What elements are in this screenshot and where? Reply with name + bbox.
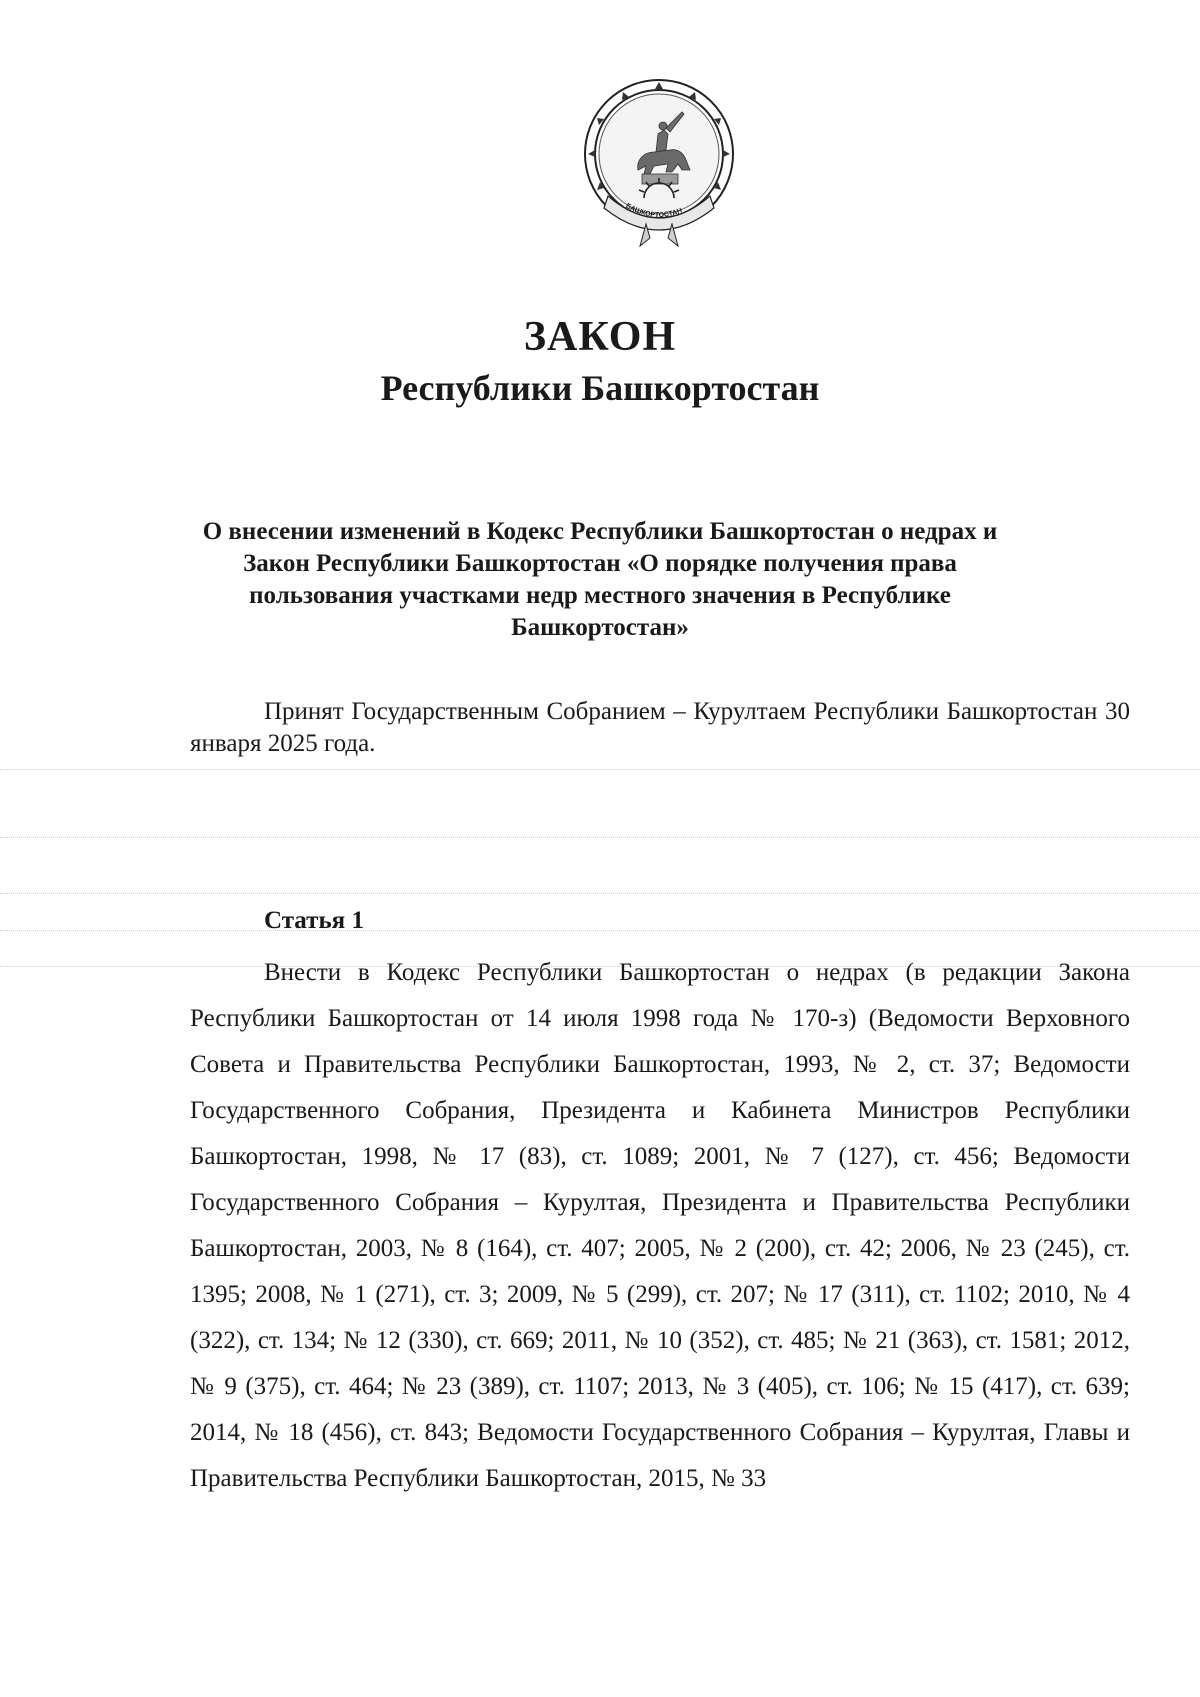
article-body: Внести в Кодекс Республики Башкортостан о недрах (в редакции Закона Республики Башкортостан от 14 июля 1998 года № 170-з) (Ведомости Верховного Совета и Правительства Республики Башкортостан, 1993, № 2, ст. 37; Ведомости Государственного Собрания, Президента и Кабинета Министров Республики Башкортостан, 1998, № 17 (83), ст. 1089; 2001, № 7 (127), ст. 456; Ведомости Государственного Собрания – Курултая, Президента и Правительства Республики Башкортостан, 2003, № 8 (164), ст. 407; 2005, № 2 (200), ст. 42; 2006, № 23 (245), ст. 1395; 2008, № 1 (271), ст. 3; 2009, № 5 (299), ст. 207; № 17 (311), ст. 1102; 2010, № 4 (322), ст. 134; № 12 (330), ст. 669; 2011, № 10 (352), ст. 485; № 21 (363), ст. 1581; 2012, № 9 (375), ст. 464; № 23 (389), ст. 1107; 2013, № 3 (405), ст. 106; № 15 (417), ст. 639; 2014, № 18 (456), ст. 843; Ведомости Государственного Собрания – Курултая, Главы и Правительства Республики Башкортостан, 2015, № 33 <box>190 959 1130 1492</box>
article-heading: Статья 1 <box>264 907 364 934</box>
ribbon-text: БАШКОРТОСТАН <box>624 202 684 220</box>
law-name: О внесении изменений в Кодекс Республики Башкортостан о недрах и Закон Республики Башкортостан «О порядке получения права пользования участками недр местного значения в Республике Башкортостан» <box>202 518 998 641</box>
scan-artifact-line <box>0 930 1200 932</box>
adopted-text: Принят Государственным Собранием – Курултаем Республики Башкортостан 30 января 2025 года. <box>190 698 1130 757</box>
scan-artifact-line <box>0 769 1200 771</box>
document-title: ЗАКОН <box>523 314 677 360</box>
scan-artifact-line <box>0 837 1200 839</box>
bashkortostan-coat-of-arms-icon <box>578 74 740 250</box>
document-subtitle: Республики Башкортостан <box>380 368 820 408</box>
scan-artifact-line <box>0 893 1200 895</box>
